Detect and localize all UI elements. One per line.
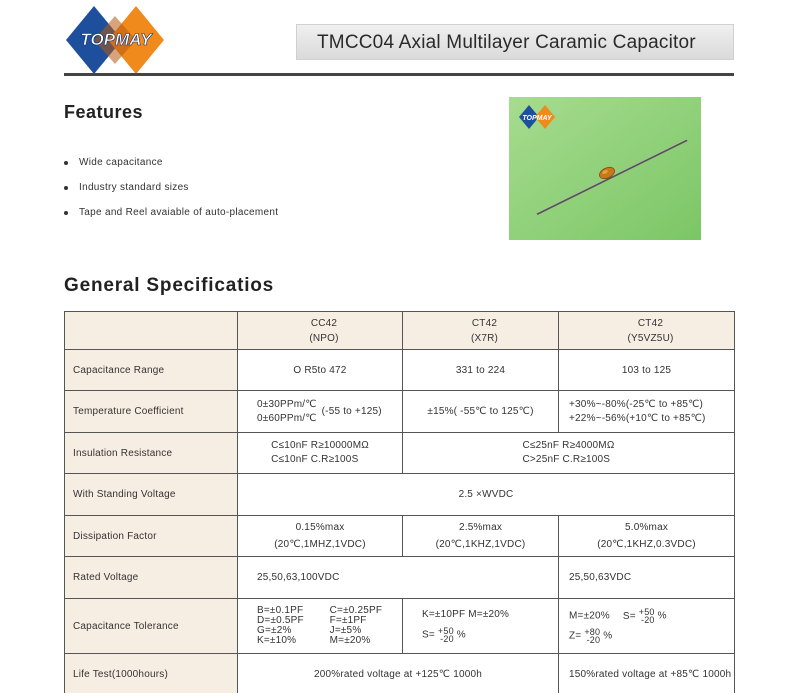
table-row xyxy=(65,474,735,516)
row-label: Rated Voltage xyxy=(65,557,238,599)
table-cell: 150%rated voltage at +85℃ 1000h xyxy=(559,654,735,693)
column-header: CC42 (NPO) xyxy=(238,312,403,350)
logo-text: TOPMAY xyxy=(80,30,152,49)
table-row xyxy=(65,433,735,474)
table-row xyxy=(65,516,735,557)
row-label: Life Test(1000hours) xyxy=(65,654,238,693)
table-cell: ±15%( -55℃ to 125℃) xyxy=(403,391,559,433)
bullet-icon xyxy=(64,186,68,190)
table-cell: 25,50,63,100VDC xyxy=(238,557,559,599)
table-cell: 5.0%max (20℃,1KHZ,0.3VDC) xyxy=(559,516,735,557)
table-cell: C≤10nF R≥10000MΩ C≤10nF C.R≥100S xyxy=(238,433,403,474)
product-photo xyxy=(509,97,701,240)
list-item: Wide capacitance xyxy=(64,150,278,175)
table-row xyxy=(65,654,735,693)
table-cell: B=±0.1PF C=±0.25PF D=±0.5PF F=±1PF G=±2% J=±5% K=±10% M=±20% xyxy=(238,599,403,654)
specs-heading: General Specificatios xyxy=(64,275,275,296)
table-cell: C≤25nF R≥4000MΩ C>25nF C.R≥100S xyxy=(403,433,735,474)
row-label: Capacitance Range xyxy=(65,350,238,391)
table-cell: +30%~-80%(-25℃ to +85℃) +22%~-56%(+10℃ to +85℃) xyxy=(559,391,735,433)
spec-table xyxy=(64,311,735,693)
page-title: TMCC04 Axial Multilayer Caramic Capacitor xyxy=(317,32,696,53)
table-row xyxy=(65,350,735,391)
table-header-row xyxy=(65,312,735,350)
row-label: Insulation Resistance xyxy=(65,433,238,474)
table-cell: 200%rated voltage at +125℃ 1000h xyxy=(238,654,559,693)
table-row xyxy=(65,557,735,599)
table-cell: 331 to 224 xyxy=(403,350,559,391)
table-cell: 25,50,63VDC xyxy=(559,557,735,599)
table-cell: 2.5 ×WVDC xyxy=(238,474,735,516)
bullet-icon xyxy=(64,161,68,165)
table-cell: 0±30PPm/℃ 0±60PPm/℃ (-55 to +125) xyxy=(238,391,403,433)
table-corner xyxy=(65,312,238,350)
table-cell: 103 to 125 xyxy=(559,350,735,391)
list-item: Industry standard sizes xyxy=(64,175,278,200)
table-cell: 0.15%max (20℃,1MHZ,1VDC) xyxy=(238,516,403,557)
table-cell: K=±10PF M=±20% S= +50 -20 % xyxy=(403,599,559,654)
column-header: CT42 (Y5VZ5U) xyxy=(559,312,735,350)
header-divider xyxy=(64,73,734,76)
column-header: CT42 (X7R) xyxy=(403,312,559,350)
table-row xyxy=(65,599,735,654)
row-label: With Standing Voltage xyxy=(65,474,238,516)
topmay-logo xyxy=(64,4,168,76)
table-row xyxy=(65,391,735,433)
features-heading: Features xyxy=(64,102,144,122)
row-label: Temperature Coefficient xyxy=(65,391,238,433)
row-label: Capacitance Tolerance xyxy=(65,599,238,654)
table-cell: 2.5%max (20℃,1KHZ,1VDC) xyxy=(403,516,559,557)
table-cell: O R5to 472 xyxy=(238,350,403,391)
features-list xyxy=(64,150,278,225)
bullet-icon xyxy=(64,211,68,215)
title-bar xyxy=(296,24,734,60)
list-item: Tape and Reel avaiable of auto-placement xyxy=(64,200,278,225)
table-cell: M=±20% S= +50 -20 % Z= +80 -20 % xyxy=(559,599,735,654)
svg-text:TOPMAY: TOPMAY xyxy=(522,115,552,122)
row-label: Dissipation Factor xyxy=(65,516,238,557)
